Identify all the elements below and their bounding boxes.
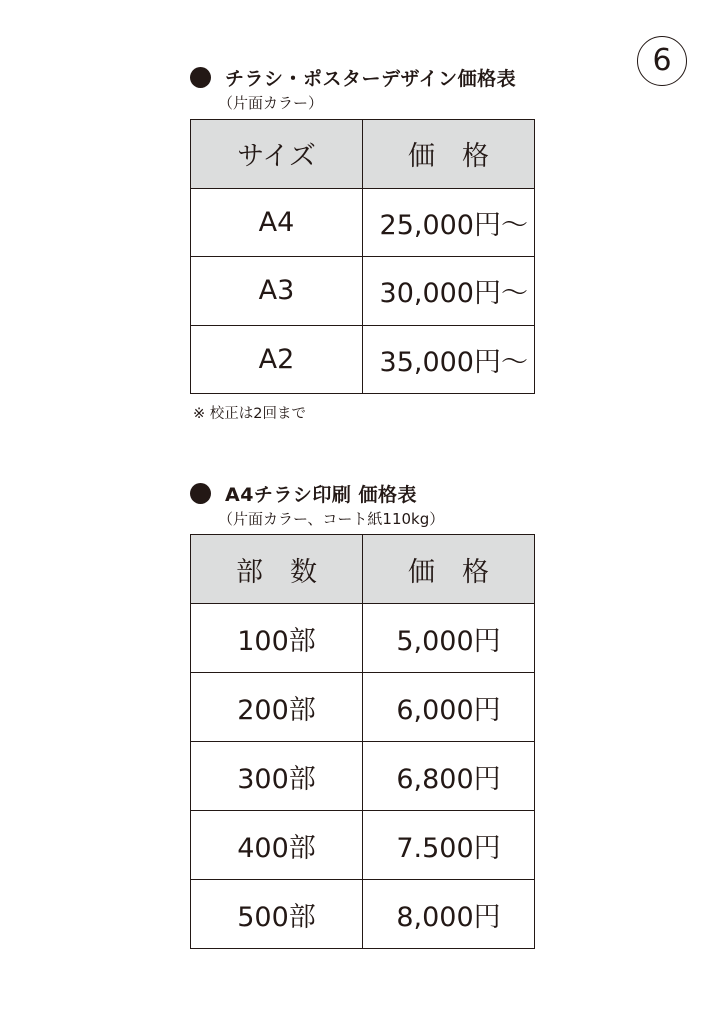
- design-price-table: [190, 119, 535, 394]
- section-heading-print: [190, 480, 417, 507]
- page-number: [637, 36, 687, 86]
- table-row: [191, 325, 535, 394]
- price-cell: 30,000円〜: [363, 257, 535, 326]
- price-cell: 7.500円: [363, 811, 535, 880]
- quantity-cell: 100部: [191, 604, 363, 673]
- size-cell: A2: [191, 325, 363, 394]
- table-row: [191, 742, 535, 811]
- table-row: [191, 811, 535, 880]
- size-cell: A3: [191, 257, 363, 326]
- price-cell: 35,000円〜: [363, 325, 535, 394]
- size-cell: A4: [191, 188, 363, 257]
- quantity-cell: 200部: [191, 673, 363, 742]
- header-quantity: 部 数: [191, 535, 363, 604]
- page-number-text: 6: [652, 43, 672, 78]
- table-row: [191, 673, 535, 742]
- section-title-design: チラシ・ポスターデザイン価格表: [225, 68, 517, 90]
- section-heading-design: [190, 64, 516, 91]
- proof-note: ※ 校正は2回まで: [193, 406, 306, 422]
- price-cell: 6,800円: [363, 742, 535, 811]
- bullet-icon: [190, 483, 211, 504]
- header-price: 価 格: [363, 120, 535, 189]
- table-header-row: [191, 120, 535, 189]
- header-price: 価 格: [363, 535, 535, 604]
- price-cell: 5,000円: [363, 604, 535, 673]
- bullet-icon: [190, 67, 211, 88]
- price-cell: 6,000円: [363, 673, 535, 742]
- price-cell: 8,000円: [363, 880, 535, 949]
- price-cell: 25,000円〜: [363, 188, 535, 257]
- quantity-cell: 300部: [191, 742, 363, 811]
- quantity-cell: 500部: [191, 880, 363, 949]
- table-row: [191, 604, 535, 673]
- section-title-print: A4チラシ印刷 価格表: [225, 484, 418, 506]
- header-size: サイズ: [191, 120, 363, 189]
- print-price-table: [190, 534, 535, 949]
- table-row: [191, 188, 535, 257]
- table-row: [191, 880, 535, 949]
- section-subtitle-print: （片面カラー、コート紙110kg）: [218, 510, 445, 528]
- table-header-row: [191, 535, 535, 604]
- section-subtitle-design: （片面カラー）: [218, 94, 324, 112]
- table-row: [191, 257, 535, 326]
- quantity-cell: 400部: [191, 811, 363, 880]
